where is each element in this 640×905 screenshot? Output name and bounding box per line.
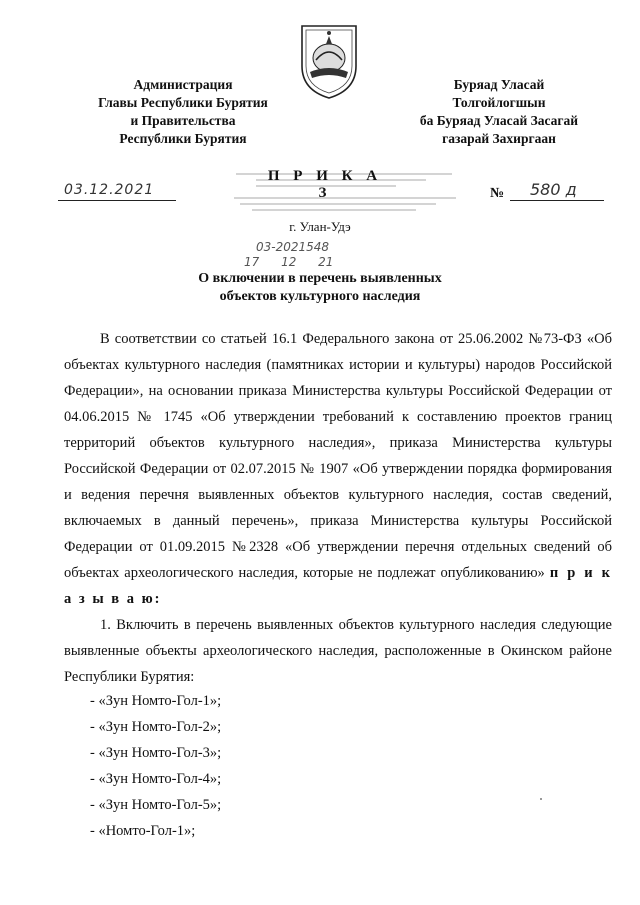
list-item: - «Зун Номто-Гол-5»; bbox=[90, 797, 222, 813]
issuer-line: Администрация bbox=[133, 77, 233, 92]
issuer-line: и Правительства bbox=[130, 113, 236, 128]
objects-list bbox=[90, 688, 221, 844]
list-item: - «Зун Номто-Гол-4»; bbox=[90, 771, 222, 787]
registration-date: 17 12 21 bbox=[244, 255, 334, 269]
document-body bbox=[64, 326, 612, 690]
order-number: 580 д bbox=[530, 180, 577, 199]
date-underline bbox=[58, 200, 176, 201]
registration-number: 03-2021548 bbox=[256, 240, 330, 254]
issuer-line: Буряад Уласай bbox=[453, 77, 545, 92]
item-1-paragraph: 1. Включить в перечень выявленных объектов культурного наследия следующие выявленные объекты археологического наследия, расположенные в Окинском районе Республики Бурятия: bbox=[64, 617, 612, 685]
issuer-name-russian bbox=[70, 76, 296, 148]
issuer-line: Главы Республики Бурятия bbox=[98, 95, 268, 110]
issuer-line: газарай Захиргаан bbox=[442, 131, 556, 146]
preamble-paragraph bbox=[64, 326, 612, 612]
preamble-text: В соответствии со статьей 16.1 Федерального закона от 25.06.2002 №73-ФЗ «Об объектах культурного наследия (памятниках истории и культуры) народов Российской Федерации», на основании приказа Министерства культуры Российской Федерации от 04.06.2015 № 1745 «Об утверждении требований к составлению проектов границ территорий объектов культурного наследия», приказа Министерства культуры Российской Федерации от 02.07.2015 № 1907 «Об утверждении порядка формирования и ведения перечня выявленных объектов культурного наследия, состав сведений, включаемых в данный перечень», приказа Министерства культуры Российской Федерации от 01.09.2015 №2328 «Об утверждении перечня отдельных сведений об объектах археологического наследия, которые не подлежат опубликованию» bbox=[64, 331, 612, 581]
coat-of-arms-emblem bbox=[296, 20, 362, 100]
decree-word: п р и к а з ы в а ю: bbox=[64, 565, 612, 607]
document-title-line: О включении в перечень выявленных bbox=[198, 271, 442, 286]
document-title bbox=[150, 270, 490, 306]
document-title-line: объектов культурного наследия bbox=[219, 289, 421, 304]
number-underline bbox=[510, 200, 604, 201]
issuer-line: ба Буряад Уласай Засагай bbox=[419, 113, 579, 128]
issuer-name-buryat bbox=[386, 76, 612, 148]
list-item: - «Зун Номто-Гол-1»; bbox=[90, 693, 222, 709]
list-item: - «Зун Номто-Гол-3»; bbox=[90, 745, 222, 761]
scan-speck bbox=[540, 798, 542, 800]
order-title: П Р И К А З bbox=[267, 168, 383, 201]
city-name: г. Улан-Удэ bbox=[289, 219, 351, 234]
list-item: - «Номто-Гол-1»; bbox=[90, 823, 196, 839]
order-date: 03.12.2021 bbox=[64, 182, 155, 198]
order-number-label: № bbox=[490, 186, 505, 201]
issuer-line: Республики Бурятия bbox=[119, 131, 247, 146]
issuer-line: Толгойлогшын bbox=[452, 95, 546, 110]
list-item: - «Зун Номто-Гол-2»; bbox=[90, 719, 222, 735]
